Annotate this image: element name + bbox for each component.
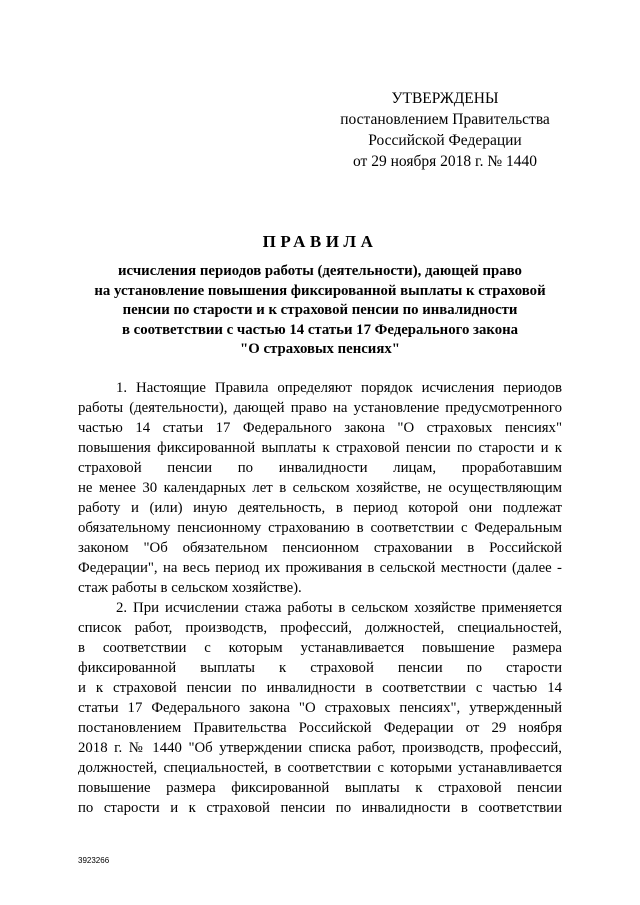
document-subtitle	[60, 262, 580, 360]
approval-line: постановлением Правительства	[340, 111, 550, 128]
paragraph-line: страховой пенсии по инвалидности лицам, проработавшим	[78, 460, 562, 476]
paragraph-line: частью 14 статьи 17 Федерального закона "О страховых пенсиях"	[78, 420, 562, 436]
paragraph-line: статьи 17 Федерального закона "О страховых пенсиях", утвержденный	[78, 700, 562, 716]
approval-line: от 29 ноября 2018 г. № 1440	[353, 153, 537, 170]
approval-block	[330, 88, 560, 172]
paragraph-line: и к страховой пенсии по инвалидности в соответствии с частью 14	[78, 680, 562, 696]
subtitle-line: на установление повышения фиксированной выплаты к страховой	[94, 282, 546, 299]
paragraph-line: должностей, специальностей, в соответствии с которыми устанавливается	[78, 760, 562, 776]
document-code: 3923266	[78, 856, 110, 865]
paragraph-line: в соответствии с которым устанавливается повышение размера	[78, 640, 562, 656]
paragraph-line: список работ, производств, профессий, должностей, специальностей,	[78, 620, 562, 636]
approval-line: Российской Федерации	[368, 132, 522, 149]
paragraph-line: не менее 30 календарных лет в сельском хозяйстве, не осуществляющим	[78, 480, 562, 496]
paragraph-line: стаж работы в сельском хозяйстве).	[78, 580, 302, 596]
paragraph-line: работы (деятельности), дающей право на установление предусмотренного	[78, 400, 562, 416]
paragraph-line: 2. При исчислении стажа работы в сельском хозяйстве применяется	[116, 600, 562, 616]
document-body	[78, 378, 562, 818]
paragraph-line: законом "Об обязательном пенсионном страховании в Российской	[78, 540, 562, 556]
paragraph-1	[78, 378, 562, 598]
paragraph-line: повышения фиксированной выплаты к страховой пенсии по старости и к	[78, 440, 562, 456]
approval-line: УТВЕРЖДЕНЫ	[391, 90, 499, 107]
paragraph-line: Федерации", на весь период их проживания в сельской местности (далее -	[78, 560, 562, 576]
paragraph-line: 1. Настоящие Правила определяют порядок исчисления периодов	[116, 380, 562, 396]
paragraph-line: постановлением Правительства Российской Федерации от 29 ноября	[78, 720, 562, 736]
paragraph-2	[78, 598, 562, 818]
paragraph-line: обязательному пенсионному страхованию в соответствии с Федеральным	[78, 520, 562, 536]
paragraph-line: работу и (или) иную деятельность, в период которой они подлежат	[78, 500, 562, 516]
subtitle-line: в соответствии с частью 14 статьи 17 Федерального закона	[121, 321, 519, 338]
subtitle-line: исчисления периодов работы (деятельности), дающей право	[118, 263, 522, 279]
paragraph-line: повышение размера фиксированной выплаты к страховой пенсии	[78, 780, 562, 796]
subtitle-line: пенсии по старости и к страховой пенсии по инвалидности	[122, 302, 518, 318]
paragraph-line: 2018 г. № 1440 "Об утверждении списка работ, производств, профессий,	[78, 740, 562, 756]
paragraph-line: по старости и к страховой пенсии по инвалидности в соответствии	[78, 800, 562, 816]
document-title: ПРАВИЛА	[262, 232, 378, 251]
paragraph-line: фиксированной выплаты к страховой пенсии по старости	[78, 660, 562, 676]
subtitle-line: "О страховых пенсиях"	[240, 341, 400, 357]
